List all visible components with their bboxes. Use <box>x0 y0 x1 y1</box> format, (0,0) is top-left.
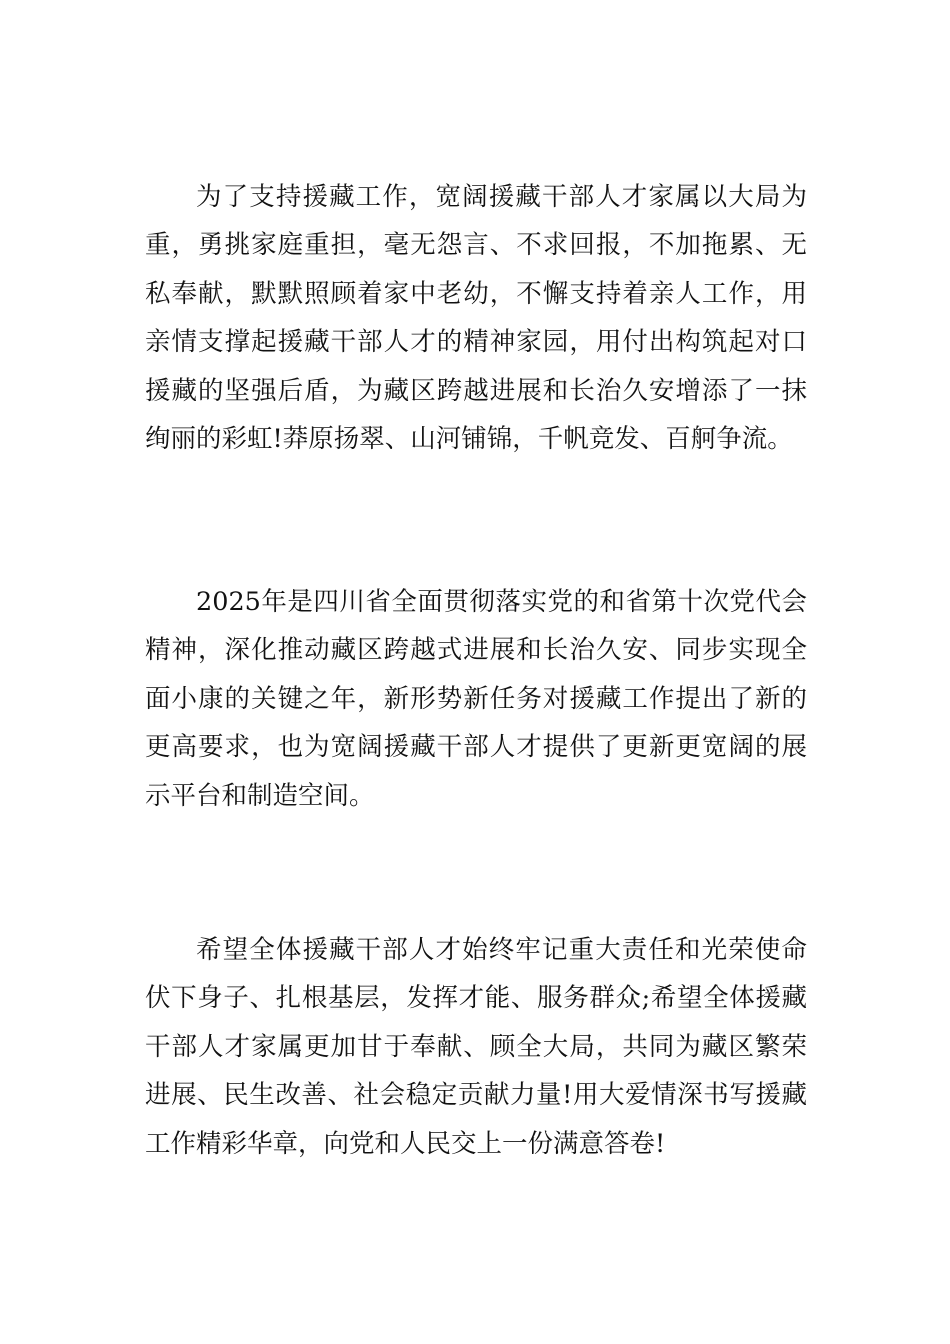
paragraph-3: 希望全体援藏干部人才始终牢记重大责任和光荣使命伏下身子、扎根基层，发挥才能、服务群众;希望全体援藏干部人才家属更加甘于奉献、顾全大局，共同为藏区繁荣进展、民生改善、社会稳定贡献力量!用大爱情深书写援藏工作精彩华章，向党和人民交上一份满意答卷! <box>145 935 807 1159</box>
paragraph-2: 2025年是四川省全面贯彻落实党的和省第十次党代会精神，深化推动藏区跨越式进展和长治久安、同步实现全面小康的关键之年，新形势新任务对援藏工作提出了新的更高要求，也为宽阔援藏干部人才提供了更新更宽阔的展示平台和制造空间。 <box>145 587 807 811</box>
paragraph-1: 为了支持援藏工作，宽阔援藏干部人才家属以大局为重，勇挑家庭重担，毫无怨言、不求回报，不加拖累、无私奉献，默默照顾着家中老幼，不懈支持着亲人工作，用亲情支撑起援藏干部人才的精神家园，用付出构筑起对口援藏的坚强后盾，为藏区跨越进展和长治久安增添了一抹绚丽的彩虹!莽原扬翠、山河铺锦，千帆竞发、百舸争流。 <box>145 182 807 455</box>
